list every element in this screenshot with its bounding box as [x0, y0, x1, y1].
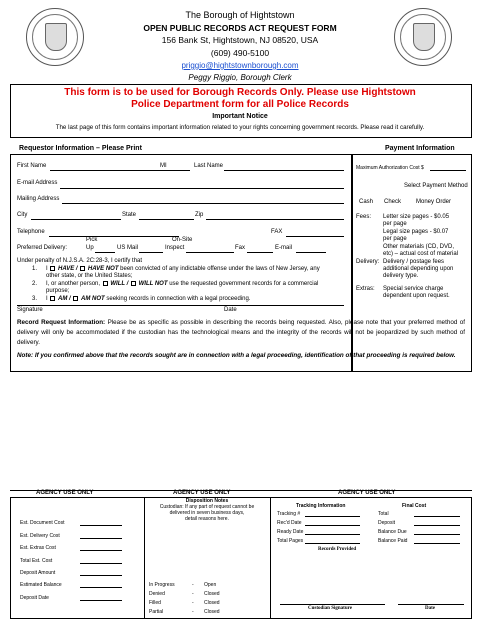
- recd-date-field[interactable]: [305, 525, 360, 526]
- first-name-label: First Name: [17, 163, 47, 169]
- money-order-option[interactable]: Money Order: [416, 199, 452, 205]
- status-closed-2[interactable]: Closed: [204, 600, 220, 606]
- balance-due-label: Balance Due: [378, 529, 407, 535]
- city-label: City: [17, 212, 28, 218]
- recd-date-label: Rec'd Date: [277, 520, 302, 526]
- status-open[interactable]: Open: [204, 582, 217, 588]
- email-label: E-mail Address: [17, 180, 58, 186]
- balance-paid-field[interactable]: [414, 543, 460, 544]
- disposition-text2: delivered in seven business days,: [169, 510, 245, 516]
- fee-legal-b: per page: [383, 236, 407, 242]
- notice-title: Important Notice: [212, 113, 268, 120]
- est-balance-label: Estimated Balance: [20, 582, 62, 588]
- pick-label: Pick: [86, 237, 98, 243]
- total-pages-field[interactable]: [305, 543, 360, 544]
- item3-text: I AM / AM NOT seeking records in connection with a legal proceeding.: [46, 296, 251, 303]
- extras-label: Extras:: [356, 286, 375, 292]
- mailing-field[interactable]: [62, 203, 344, 204]
- cash-option[interactable]: Cash: [359, 199, 374, 205]
- fax-option[interactable]: Fax: [235, 245, 246, 251]
- notice-red-line1: This form is to be used for Borough Records Only. Please use Hightstown: [64, 87, 416, 98]
- clerk-name: Peggy Riggio, Borough Clerk: [188, 73, 292, 82]
- est-doc-field[interactable]: [80, 525, 122, 526]
- max-cost-field[interactable]: [430, 170, 466, 171]
- final-total-label: Total: [378, 511, 389, 517]
- est-doc-label: Est. Document Cost: [20, 520, 65, 526]
- last-name-label: Last Name: [194, 163, 224, 169]
- last-name-field[interactable]: [224, 170, 344, 171]
- fee-other: Other materials (CD, DVD,: [383, 244, 455, 250]
- inspect-line: [186, 252, 234, 253]
- state-label: State: [122, 212, 137, 218]
- first-name-field[interactable]: [50, 170, 190, 171]
- dash-1: -: [192, 582, 194, 588]
- disposition-title: Disposition Notes: [185, 498, 229, 504]
- deposit-date-field[interactable]: [80, 600, 122, 601]
- signature-label: Signature: [17, 307, 43, 313]
- total-est-field[interactable]: [80, 563, 122, 564]
- fee-letter-b: per page: [383, 221, 407, 227]
- fee-letter: Letter size pages - $0.05: [383, 214, 450, 220]
- status-denied[interactable]: Denied: [149, 591, 165, 597]
- inspect-option[interactable]: Inspect: [165, 245, 185, 251]
- phone: (609) 490-5100: [210, 48, 270, 58]
- custodian-date-label: Date: [425, 606, 435, 611]
- will-checkbox[interactable]: [103, 281, 108, 286]
- fax-line: [247, 252, 273, 253]
- preferred-delivery-label: Preferred Delivery:: [17, 245, 68, 251]
- est-del-label: Est. Delivery Cost: [20, 533, 60, 539]
- borough-name: The Borough of Hightstown: [185, 10, 295, 20]
- records-provided-label: Records Provided: [318, 547, 357, 552]
- item2-text: I, or another person, WILL / WILL NOT use the requested government records for a commercial: [46, 281, 319, 288]
- dash-2: -: [192, 591, 194, 597]
- records-description-area[interactable]: [11, 372, 471, 480]
- havenot-checkbox[interactable]: [80, 266, 85, 271]
- delivery-text1: Delivery / postage fees: [383, 259, 445, 265]
- select-payment-label: Select Payment Method: [404, 183, 468, 189]
- fax-label: FAX: [271, 229, 283, 235]
- est-balance-field[interactable]: [80, 587, 122, 588]
- ready-date-field[interactable]: [305, 534, 360, 535]
- extras-text2: dependent upon request.: [383, 293, 450, 299]
- usmail-option[interactable]: US Mail: [117, 245, 139, 251]
- amnot-checkbox[interactable]: [73, 296, 78, 301]
- item2-num: 2.: [32, 281, 38, 287]
- mi-label: MI: [160, 163, 167, 169]
- item1-line2: other state, or the United States;: [46, 273, 133, 279]
- custodian-signature-field[interactable]: [280, 604, 385, 605]
- deposit-amount-field[interactable]: [80, 575, 122, 576]
- delivery-label: Delivery:: [356, 259, 380, 265]
- email-option[interactable]: E-mail: [275, 245, 293, 251]
- agency-divider-1: [144, 497, 145, 619]
- requestor-title: Requestor Information – Please Print: [19, 145, 142, 152]
- zip-field[interactable]: [206, 219, 344, 220]
- extras-text1: Special service charge: [383, 286, 444, 292]
- delivery-text2: additional depending upon: [383, 266, 454, 272]
- final-deposit-label: Deposit: [378, 520, 395, 526]
- zip-label: Zip: [195, 212, 204, 218]
- custodian-date-field[interactable]: [398, 604, 464, 605]
- disposition-text3: detail reasons here.: [185, 516, 229, 522]
- agency-title-1: AGENCY USE ONLY: [36, 490, 94, 496]
- check-option[interactable]: Check: [384, 199, 402, 205]
- tracking-number-field[interactable]: [305, 516, 360, 517]
- fees-label: Fees:: [356, 214, 372, 220]
- agency-divider-2: [270, 497, 271, 619]
- est-extras-field[interactable]: [80, 550, 122, 551]
- telephone-field[interactable]: [49, 236, 179, 237]
- email-option-line: [296, 252, 326, 253]
- mailing-label: Mailing Address: [17, 196, 60, 202]
- ready-date-label: Ready Date: [277, 529, 304, 535]
- have-checkbox[interactable]: [50, 266, 55, 271]
- agency-title-2: AGENCY USE ONLY: [173, 490, 231, 496]
- max-cost-label: Maximum Authorization Cost $: [356, 165, 424, 171]
- deposit-amount-label: Deposit Amount: [20, 570, 56, 576]
- status-closed-1[interactable]: Closed: [204, 591, 220, 597]
- email-link[interactable]: priggio@hightstownborough.com: [181, 61, 299, 70]
- tracking-title: Tracking Information: [296, 503, 346, 509]
- fax-field[interactable]: [286, 236, 344, 237]
- fee-other-b: etc) – actual cost of material: [383, 251, 459, 257]
- notice-red-line2: Police Department form for all Police Records: [131, 99, 349, 110]
- dash-4: -: [192, 609, 194, 615]
- disposition-text1: Custodian: If any part of request cannot be: [159, 504, 255, 510]
- email-field[interactable]: [60, 188, 344, 189]
- fee-legal: Legal size pages - $0.07: [383, 229, 449, 235]
- status-in-progress[interactable]: In Progress: [149, 582, 175, 588]
- item1-text: I HAVE / HAVE NOT been convicted of any indictable offense under the laws of New Jersey, any: [46, 266, 320, 273]
- balance-due-field[interactable]: [414, 534, 460, 535]
- custodian-signature-label: Custodian Signature: [308, 606, 352, 611]
- am-checkbox[interactable]: [50, 296, 55, 301]
- form-title: OPEN PUBLIC RECORDS ACT REQUEST FORM: [143, 23, 337, 33]
- legal-proceeding-note: Note: If you confirmed above that the records sought are in connection with a legal proceeding, identification of that proceeding is required below.: [17, 352, 456, 359]
- est-del-field[interactable]: [80, 538, 122, 539]
- final-total-field[interactable]: [414, 516, 460, 517]
- deposit-date-label: Deposit Date: [20, 595, 49, 601]
- item1-num: 1.: [32, 266, 38, 272]
- state-field[interactable]: [139, 219, 194, 220]
- status-filled[interactable]: Filled: [149, 600, 161, 606]
- status-partial[interactable]: Partial: [149, 609, 164, 615]
- item2-line2: purpose;: [46, 288, 70, 294]
- telephone-label: Telephone: [17, 229, 45, 235]
- status-closed-3[interactable]: Closed: [204, 609, 220, 615]
- city-field[interactable]: [31, 219, 121, 220]
- notice-text: The last page of this form contains important information related to your rights concerning government records. Please read it carefully.: [55, 124, 425, 131]
- record-request-info: Record Request Information: Please be as specific as possible in describing the records being requested. Also, please note that your preferred method of delivery will only be accommodated if the custodian has the technological means and the integrity of the records will not be jeopardized by such method of delivery.: [17, 319, 466, 346]
- final-deposit-field[interactable]: [414, 525, 460, 526]
- delivery-text3: delivery type.: [383, 273, 419, 279]
- penalty-text: Under penalty of N.J.S.A. 2C:28-3, I certify that: [17, 258, 143, 264]
- onsite-label: On-Site: [172, 237, 193, 243]
- pickup-option[interactable]: Up: [86, 245, 94, 251]
- willnot-checkbox[interactable]: [131, 281, 136, 286]
- payment-title: Payment Information: [385, 145, 455, 152]
- tracking-number-label: Tracking #: [277, 511, 301, 517]
- address: 156 Bank St, Hightstown, NJ 08520, USA: [161, 35, 319, 45]
- total-pages-label: Total Pages: [277, 538, 304, 544]
- item3-num: 3.: [32, 296, 38, 302]
- signature-date-label: Date: [224, 307, 237, 313]
- pickup-line: [95, 252, 115, 253]
- balance-paid-label: Balance Paid: [378, 538, 408, 544]
- usmail-line: [139, 252, 163, 253]
- est-extras-label: Est. Extras Cost: [20, 545, 56, 551]
- final-cost-title: Final Cost: [402, 503, 427, 509]
- dash-3: -: [192, 600, 194, 606]
- total-est-label: Total Est. Cost: [20, 558, 53, 564]
- signature-line: [17, 305, 344, 306]
- agency-title-3: AGENCY USE ONLY: [338, 490, 396, 496]
